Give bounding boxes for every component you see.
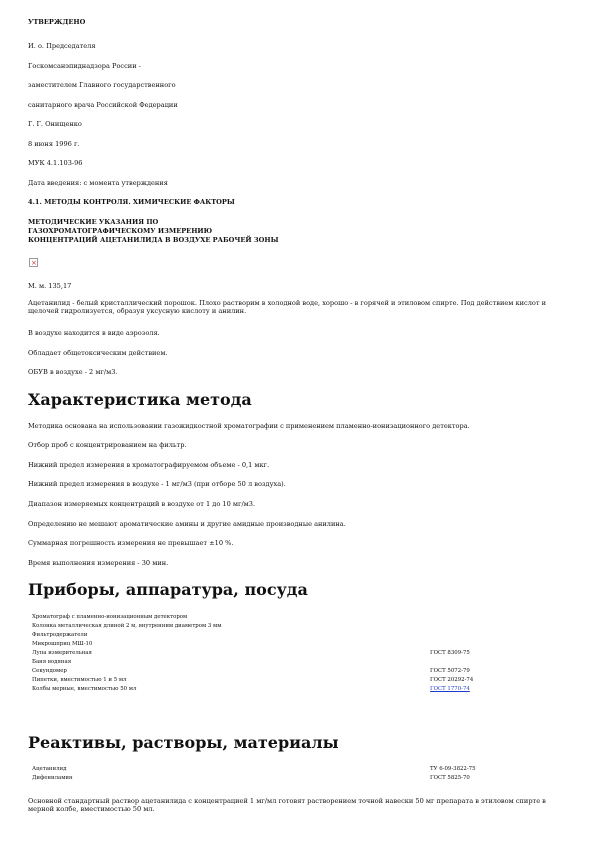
doc-title-line-2: ГАЗОХРОМАТОГРАФИЧЕСКОМУ ИЗМЕРЕНИЮ: [28, 227, 213, 235]
aerosol-state: В воздухе находится в виде аэрозоля.: [28, 329, 160, 337]
reagent-standard: ГОСТ 5825-70: [430, 775, 470, 781]
reagent-name: Дифениламин: [32, 775, 73, 781]
approval-date: 8 июня 1996 г.: [28, 140, 80, 148]
method-heading: Характеристика метода: [28, 390, 252, 409]
equipment-standard: ГОСТ 20292-74: [430, 677, 474, 683]
table-row: [32, 685, 580, 694]
equipment-standard: [430, 622, 580, 631]
doc-title-line-1: МЕТОДИЧЕСКИЕ УКАЗАНИЯ ПО: [28, 218, 159, 226]
equipment-name: Лупа измерительная: [32, 650, 92, 656]
table-row: [32, 622, 580, 631]
method-paragraph-7: Суммарная погрешность измерения не превышает ±10 %.: [28, 539, 234, 547]
doc-title-line-3: КОНЦЕНТРАЦИЙ АЦЕТАНИЛИДА В ВОЗДУХЕ РАБОЧЕЙ ЗОНЫ: [28, 236, 279, 244]
equipment-standard: ГОСТ 8309-75: [430, 650, 470, 656]
method-paragraph-1: Методика основана на использовании газожидкостной хроматографии с применением пламенно-ионизационного детектора.: [28, 422, 470, 430]
effective-date: Дата введения: с момента утверждения: [28, 179, 168, 187]
equipment-name: Секундомер: [32, 668, 67, 674]
method-paragraph-4: Нижний предел измерения в воздухе - 1 мг/м3 (при отборе 50 л воздуха).: [28, 480, 286, 488]
approval-signer: Г. Г. Онищенко: [28, 120, 82, 128]
method-paragraph-5: Диапазон измеряемых концентраций в воздухе от 1 до 10 мг/м3.: [28, 500, 256, 508]
equipment-standard: [430, 640, 580, 649]
equipment-name: Колбы мерные, вместимостью 50 мл: [32, 686, 137, 692]
table-row: [32, 658, 580, 667]
equipment-standard: ГОСТ 5072-79: [430, 668, 470, 674]
equipment-name: Микрошприц МШ-10: [32, 641, 93, 647]
method-paragraph-8: Время выполнения измерения - 30 мин.: [28, 559, 169, 567]
table-row: [32, 676, 580, 685]
method-paragraph-2: Отбор проб с концентрированием на фильтр.: [28, 441, 187, 449]
gost-1770-74-link[interactable]: ГОСТ 1770-74: [430, 686, 470, 692]
equipment-standard: [430, 631, 580, 640]
molecular-mass: М. м. 135,17: [28, 282, 72, 290]
obuv-value: ОБУВ в воздухе - 2 мг/м3.: [28, 368, 118, 376]
table-row: [32, 765, 580, 774]
equipment-name: Хроматограф с пламенно-ионизационным детектором: [32, 614, 188, 620]
table-row: [32, 640, 580, 649]
method-paragraph-6: Определению не мешают ароматические амины и другие амидные производные анилина.: [28, 520, 346, 528]
equipment-name: Баня водяная: [32, 659, 72, 665]
document-code: МУК 4.1.103-96: [28, 159, 83, 167]
approved-label: УТВЕРЖДЕНО: [28, 18, 86, 26]
section-code: 4.1. МЕТОДЫ КОНТРОЛЯ. ХИМИЧЕСКИЕ ФАКТОРЫ: [28, 198, 235, 206]
substance-description: Ацетанилид - белый кристаллический порошок. Плохо растворим в холодной воде, хорошо - в горячей и этиловом спирте. Под действием кислот и щелочей гидролизуется, образуя уксусную кислоту и анилин.: [28, 299, 547, 315]
equipment-standard: [430, 658, 580, 667]
approval-line-1: И. о. Председателя: [28, 42, 96, 50]
reagents-table: [32, 765, 580, 783]
equipment-table: [32, 613, 580, 694]
equipment-name: Колонка металлическая длиной 2 м, внутренним диаметром 3 мм: [32, 623, 222, 629]
approval-line-3: заместителем Главного государственного: [28, 81, 176, 89]
approval-line-2: Госкомсанэпиднадзора России -: [28, 62, 141, 70]
method-paragraph-3: Нижний предел измерения в хроматографируемом объеме - 0,1 мкг.: [28, 461, 270, 469]
table-row: [32, 649, 580, 658]
equipment-name: Пипетки, вместимостью 1 и 5 мл: [32, 677, 127, 683]
table-row: [32, 631, 580, 640]
broken-image-icon: ×: [31, 259, 37, 267]
equipment-heading: Приборы, аппаратура, посуда: [28, 580, 308, 599]
table-row: [32, 667, 580, 676]
table-row: [32, 613, 580, 622]
approval-line-4: санитарного врача Российской Федерации: [28, 101, 178, 109]
equipment-name: Фильтродержатели: [32, 632, 88, 638]
reagent-name: Ацетанилид: [32, 766, 67, 772]
reagents-heading: Реактивы, растворы, материалы: [28, 733, 339, 752]
table-row: [32, 774, 580, 783]
toxic-effect: Обладает общетоксическим действием.: [28, 349, 168, 357]
stock-solution-paragraph: Основной стандартный раствор ацетанилида с концентрацией 1 мг/мл готовят растворением точной навески 50 мг препарата в этиловом спирте в мерной колбе, вместимостью 50 мл.: [28, 797, 546, 813]
reagent-standard: ТУ 6-09-3822-75: [430, 766, 476, 772]
equipment-standard: [430, 613, 580, 622]
